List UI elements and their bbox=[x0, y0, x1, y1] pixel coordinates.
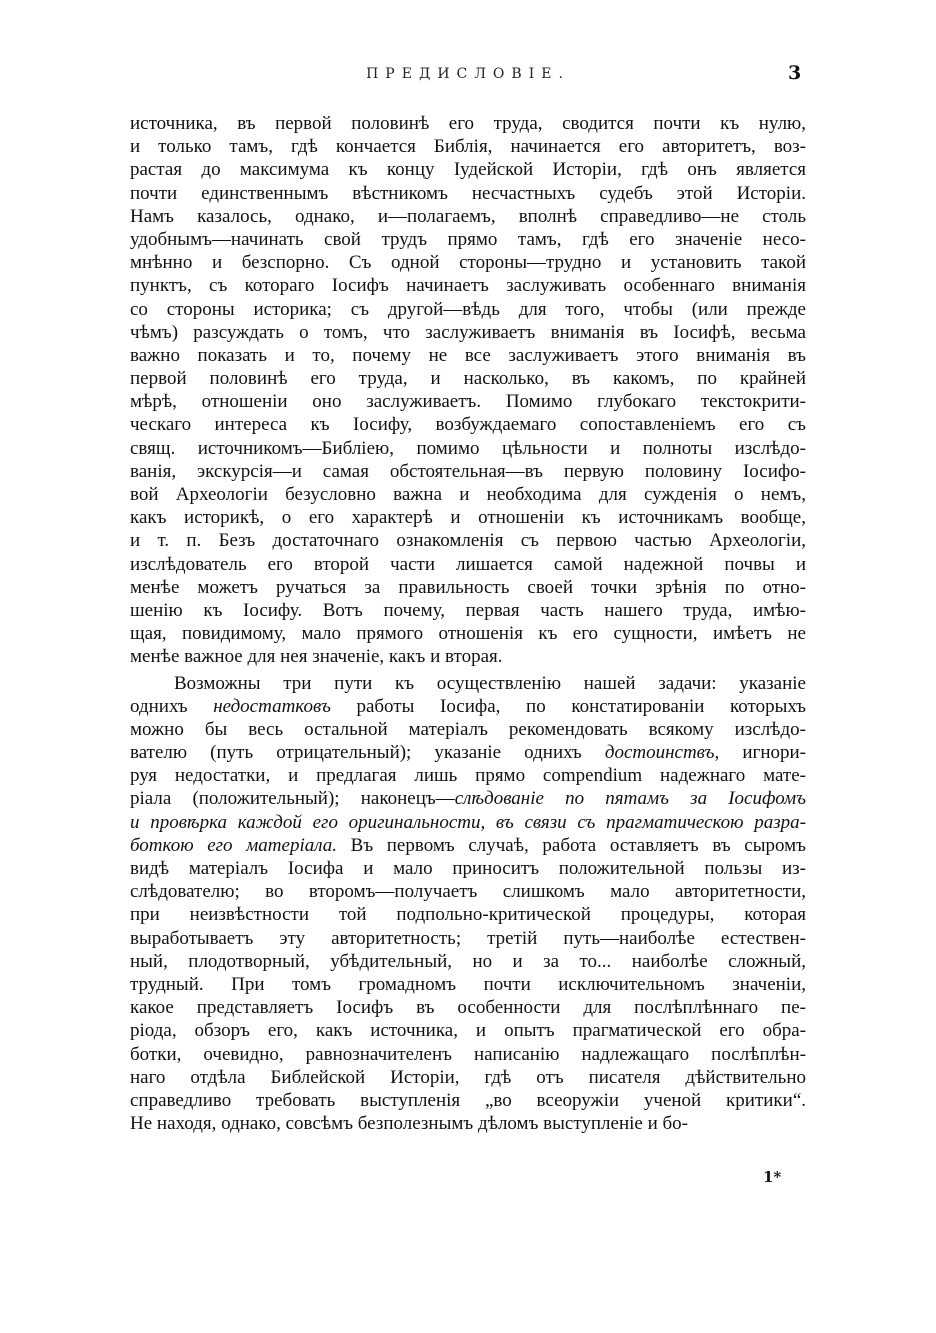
text-line: вателю (путь отрицательный); указаніе однихъ достоинствъ, игнори- bbox=[130, 742, 806, 764]
text-line: при неизвѣстности той подпольно-критической процедуры, которая bbox=[130, 904, 806, 926]
text-line: и только тамъ, гдѣ кончается Библія, начинается его авторитетъ, воз- bbox=[130, 136, 806, 158]
text-line: удобнымъ—начинать свой трудъ прямо тамъ, гдѣ его значеніе несо- bbox=[130, 228, 806, 250]
text-line: шенію къ Іосифу. Вотъ почему, первая часть нашего труда, имѣю- bbox=[130, 599, 806, 621]
text-line: источника, въ первой половинѣ его труда, сводится почти къ нулю, bbox=[130, 113, 806, 134]
text-line: пунктъ, съ котораго Іосифъ начинаетъ заслуживать особеннаго вниманія bbox=[130, 275, 806, 297]
text-line: трудный. При томъ громадномъ почти исключительномъ значеніи, bbox=[130, 973, 806, 995]
text-line: ріала (положительный); наконецъ—слѣдованіе по пятамъ за Іосифомъ bbox=[130, 788, 806, 810]
text-line: растая до максимума къ концу Іудейской Исторіи, гдѣ онъ является bbox=[130, 159, 806, 181]
text-line: важно показать и то, почему не все заслуживаетъ этого вниманія въ bbox=[130, 344, 806, 366]
text-line: ный, плодотворный, убѣдительный, но и за то... наиболѣе сложный, bbox=[130, 950, 806, 972]
text-line: руя недостатки, и предлагая лишь прямо compendium надежнаго мате- bbox=[130, 765, 806, 787]
text-line: однихъ недостатковъ работы Іосифа, по констатированіи которыхъ bbox=[130, 695, 806, 717]
text-line: менѣе важное для нея значеніе, какъ и вторая. bbox=[130, 646, 503, 668]
text-line: ріода, обзоръ его, какъ источника, и опытъ прагматической его обра- bbox=[130, 1020, 806, 1042]
text-line: со стороны историка; съ другой—вѣдь для того, чтобы (или прежде bbox=[130, 298, 806, 320]
text-line: мѣрѣ, отношеніи оно заслуживаетъ. Помимо глубокаго текстокрити- bbox=[130, 391, 806, 413]
text-line: Возможны три пути къ осуществленію нашей задачи: указаніе bbox=[174, 672, 806, 694]
text-line: видѣ матеріалъ Іосифа и мало приноситъ положительной пользы из- bbox=[130, 858, 806, 879]
text-line: выработываетъ эту авторитетность; третій путь—наиболѣе естествен- bbox=[130, 927, 806, 949]
text-line: менѣе можетъ ручаться за правильность своей точки зрѣнія по отно- bbox=[130, 576, 806, 598]
text-line: можно бы весь остальной матеріалъ рекомендовать всякому изслѣдо- bbox=[130, 718, 806, 740]
text-line: какъ историкѣ, о его характерѣ и отношеніи къ источникамъ вообще, bbox=[130, 507, 806, 529]
text-line: вой Археологіи безусловно важна и необходима для сужденія о немъ, bbox=[130, 484, 806, 505]
text-line: первой половинѣ его труда, и насколько, въ какомъ, по крайней bbox=[130, 368, 806, 390]
text-line: слѣдователю; во второмъ—получаетъ слишкомъ мало авторитетности, bbox=[130, 881, 806, 903]
signature-mark: 1* bbox=[763, 1168, 782, 1186]
running-title: ПРЕДИСЛОВІЕ. bbox=[366, 66, 570, 82]
text-line: ванія, экскурсія—и самая обстоятельная—въ первую половину Іосифо- bbox=[130, 460, 806, 482]
text-line: и т. п. Безъ достаточнаго ознакомленія съ первою частью Археологіи, bbox=[130, 530, 806, 552]
text-line: какое представляетъ Іосифъ въ особенности для послѣплѣннаго пе- bbox=[130, 997, 806, 1019]
page-number: 3 bbox=[788, 62, 802, 84]
text-line: Не находя, однако, совсѣмъ безполезнымъ дѣломъ выступленіе и бо- bbox=[130, 1113, 689, 1135]
text-line: наго отдѣла Библейской Исторіи, гдѣ отъ писателя дѣйствительно bbox=[130, 1066, 806, 1088]
text-line: Намъ казалось, однако, и—полагаемъ, вполнѣ справедливо—не столь bbox=[130, 205, 806, 227]
text-line: мнѣнно и безспорно. Съ одной стороны—трудно и установить такой bbox=[130, 252, 806, 274]
text-line: изслѣдователь его второй части лишается самой надежной почвы и bbox=[130, 553, 806, 575]
text-line: ческаго интереса къ Іосифу, возбуждаемаго сопоставленіемъ его съ bbox=[130, 414, 806, 436]
text-line: справедливо требовать выступленія „во всеоружіи ученой критики“. bbox=[130, 1089, 806, 1111]
text-line: ботки, очевидно, равнозначителенъ написанію надлежащаго послѣплѣн- bbox=[130, 1043, 806, 1065]
text-line: свящ. источникомъ—Библіею, помимо цѣльности и полноты изслѣдо- bbox=[130, 437, 806, 459]
body-text bbox=[130, 112, 806, 1135]
text-line: почти единственнымъ вѣстникомъ несчастныхъ судебъ этой Исторіи. bbox=[130, 182, 806, 204]
text-line: и провѣрка каждой его оригинальности, въ связи съ прагматическою разра- bbox=[130, 811, 806, 833]
text-line: щая, повидимому, мало прямого отношенія къ его сущности, имѣетъ не bbox=[130, 623, 806, 645]
text-line: чѣмъ) разсуждать о томъ, что заслуживаетъ вниманія въ Іосифѣ, весьма bbox=[130, 321, 806, 343]
text-line: боткою его матеріала. Въ первомъ случаѣ, работа оставляетъ въ сыромъ bbox=[130, 834, 806, 856]
